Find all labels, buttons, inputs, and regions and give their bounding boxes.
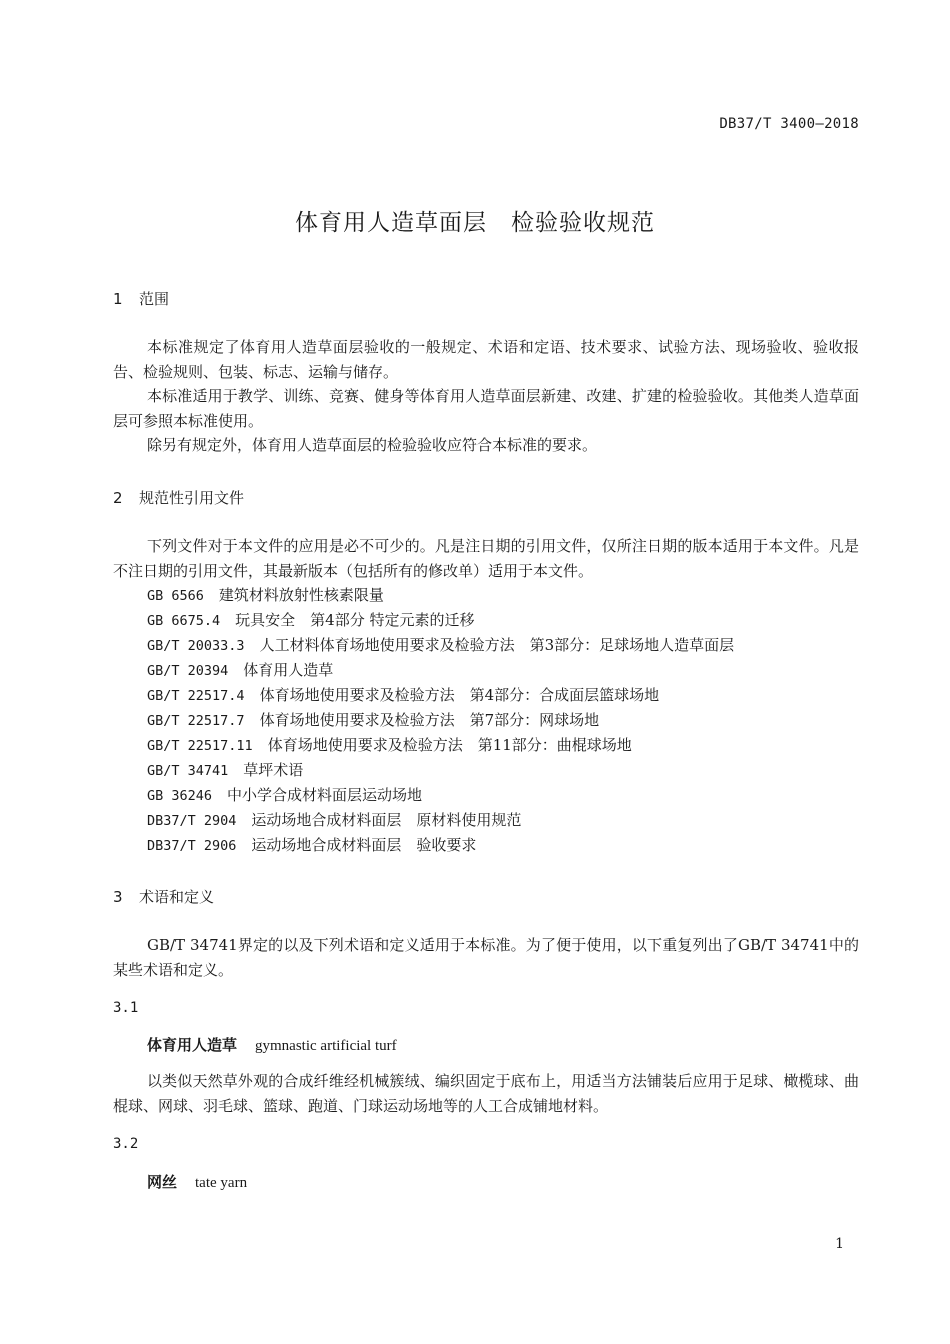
references-intro: 下列文件对于本文件的应用是必不可少的。凡是注日期的引用文件，仅所注日期的版本适用于本文件。凡是不注日期的引用文件，其最新版本（包括所有的修改单）适用于本文件。 xyxy=(113,537,859,580)
reference-item xyxy=(147,759,303,780)
reference-title: 建筑材料放射性核素限量 xyxy=(218,586,384,604)
reference-title: 体育场地使用要求及检验方法 第11部分：曲棍球场地 xyxy=(267,736,632,754)
reference-item xyxy=(147,784,422,805)
section-1-heading xyxy=(113,288,169,309)
term-number: 3.2 xyxy=(113,1136,139,1152)
reference-item xyxy=(147,634,734,655)
reference-title: 体育场地使用要求及检验方法 第4部分：合成面层篮球场地 xyxy=(259,686,660,704)
reference-item xyxy=(147,584,384,605)
reference-code: GB 6566 xyxy=(147,588,204,604)
reference-code: GB 6675.4 xyxy=(147,613,221,629)
term-number: 3.1 xyxy=(113,1000,139,1016)
section-3-heading xyxy=(113,886,214,907)
page-title: 体育用人造草面层 检验验收规范 xyxy=(295,210,655,236)
scope-paragraph-2: 本标准适用于教学、训练、竞赛、健身等体育用人造草面层新建、改建、扩建的检验验收。其他类人造草面层可参照本标准使用。 xyxy=(113,387,859,430)
reference-code: GB/T 20033.3 xyxy=(147,638,245,654)
term-name-zh: 体育用人造草 xyxy=(147,1036,238,1054)
reference-title: 玩具安全 第4部分 特定元素的迁移 xyxy=(235,611,475,629)
reference-item xyxy=(147,684,659,705)
reference-item xyxy=(147,609,475,630)
reference-title: 中小学合成材料面层运动场地 xyxy=(227,786,423,804)
term-name-zh: 网丝 xyxy=(147,1173,178,1191)
term-definition: 以类似天然草外观的合成纤维经机械簇绒、编织固定于底布上，用适当方法铺装后应用于足球、橄榄球、曲棍球、网球、羽毛球、篮球、跑道、门球运动场地等的人工合成铺地材料。 xyxy=(113,1072,859,1115)
reference-code: DB37/T 2904 xyxy=(147,813,237,829)
reference-title: 体育场地使用要求及检验方法 第7部分：网球场地 xyxy=(259,711,600,729)
reference-title: 人工材料体育场地使用要求及检验方法 第3部分：足球场地人造草面层 xyxy=(259,636,735,654)
reference-code: GB/T 34741 xyxy=(147,763,229,779)
terms-intro: GB/T 34741界定的以及下列术语和定义适用于本标准。为了便于使用，以下重复列出了GB/T 34741中的某些术语和定义。 xyxy=(113,936,859,979)
section-number: 3 xyxy=(113,888,123,906)
reference-code: GB/T 20394 xyxy=(147,663,229,679)
reference-code: GB/T 22517.7 xyxy=(147,713,245,729)
reference-code: GB/T 22517.11 xyxy=(147,738,253,754)
reference-item xyxy=(147,834,476,855)
reference-item xyxy=(147,809,521,830)
term-name-en: tate yarn xyxy=(195,1175,248,1191)
term-heading xyxy=(147,1171,247,1192)
section-number: 2 xyxy=(113,489,123,507)
scope-paragraph-1: 本标准规定了体育用人造草面层验收的一般规定、术语和定语、技术要求、试验方法、现场验收、验收报告、检验规则、包装、标志、运输与储存。 xyxy=(113,338,859,381)
reference-title: 运动场地合成材料面层 原材料使用规范 xyxy=(251,811,522,829)
reference-code: DB37/T 2906 xyxy=(147,838,237,854)
section-title: 规范性引用文件 xyxy=(139,489,245,507)
section-title: 范围 xyxy=(139,290,170,308)
term-name-en: gymnastic artificial turf xyxy=(255,1038,397,1054)
scope-paragraph-3: 除另有规定外，体育用人造草面层的检验验收应符合本标准的要求。 xyxy=(147,436,598,454)
section-2-heading xyxy=(113,487,244,508)
reference-title: 运动场地合成材料面层 验收要求 xyxy=(251,836,477,854)
reference-item xyxy=(147,734,632,755)
reference-title: 体育用人造草 xyxy=(243,661,334,679)
section-number: 1 xyxy=(113,290,123,308)
page-number: 1 xyxy=(835,1236,844,1252)
reference-code: GB/T 22517.4 xyxy=(147,688,245,704)
standard-code: DB37/T 3400—2018 xyxy=(719,116,859,132)
reference-title: 草坪术语 xyxy=(243,761,304,779)
reference-item xyxy=(147,659,333,680)
section-title: 术语和定义 xyxy=(139,888,215,906)
reference-code: GB 36246 xyxy=(147,788,213,804)
term-heading xyxy=(147,1034,397,1055)
reference-item xyxy=(147,709,599,730)
